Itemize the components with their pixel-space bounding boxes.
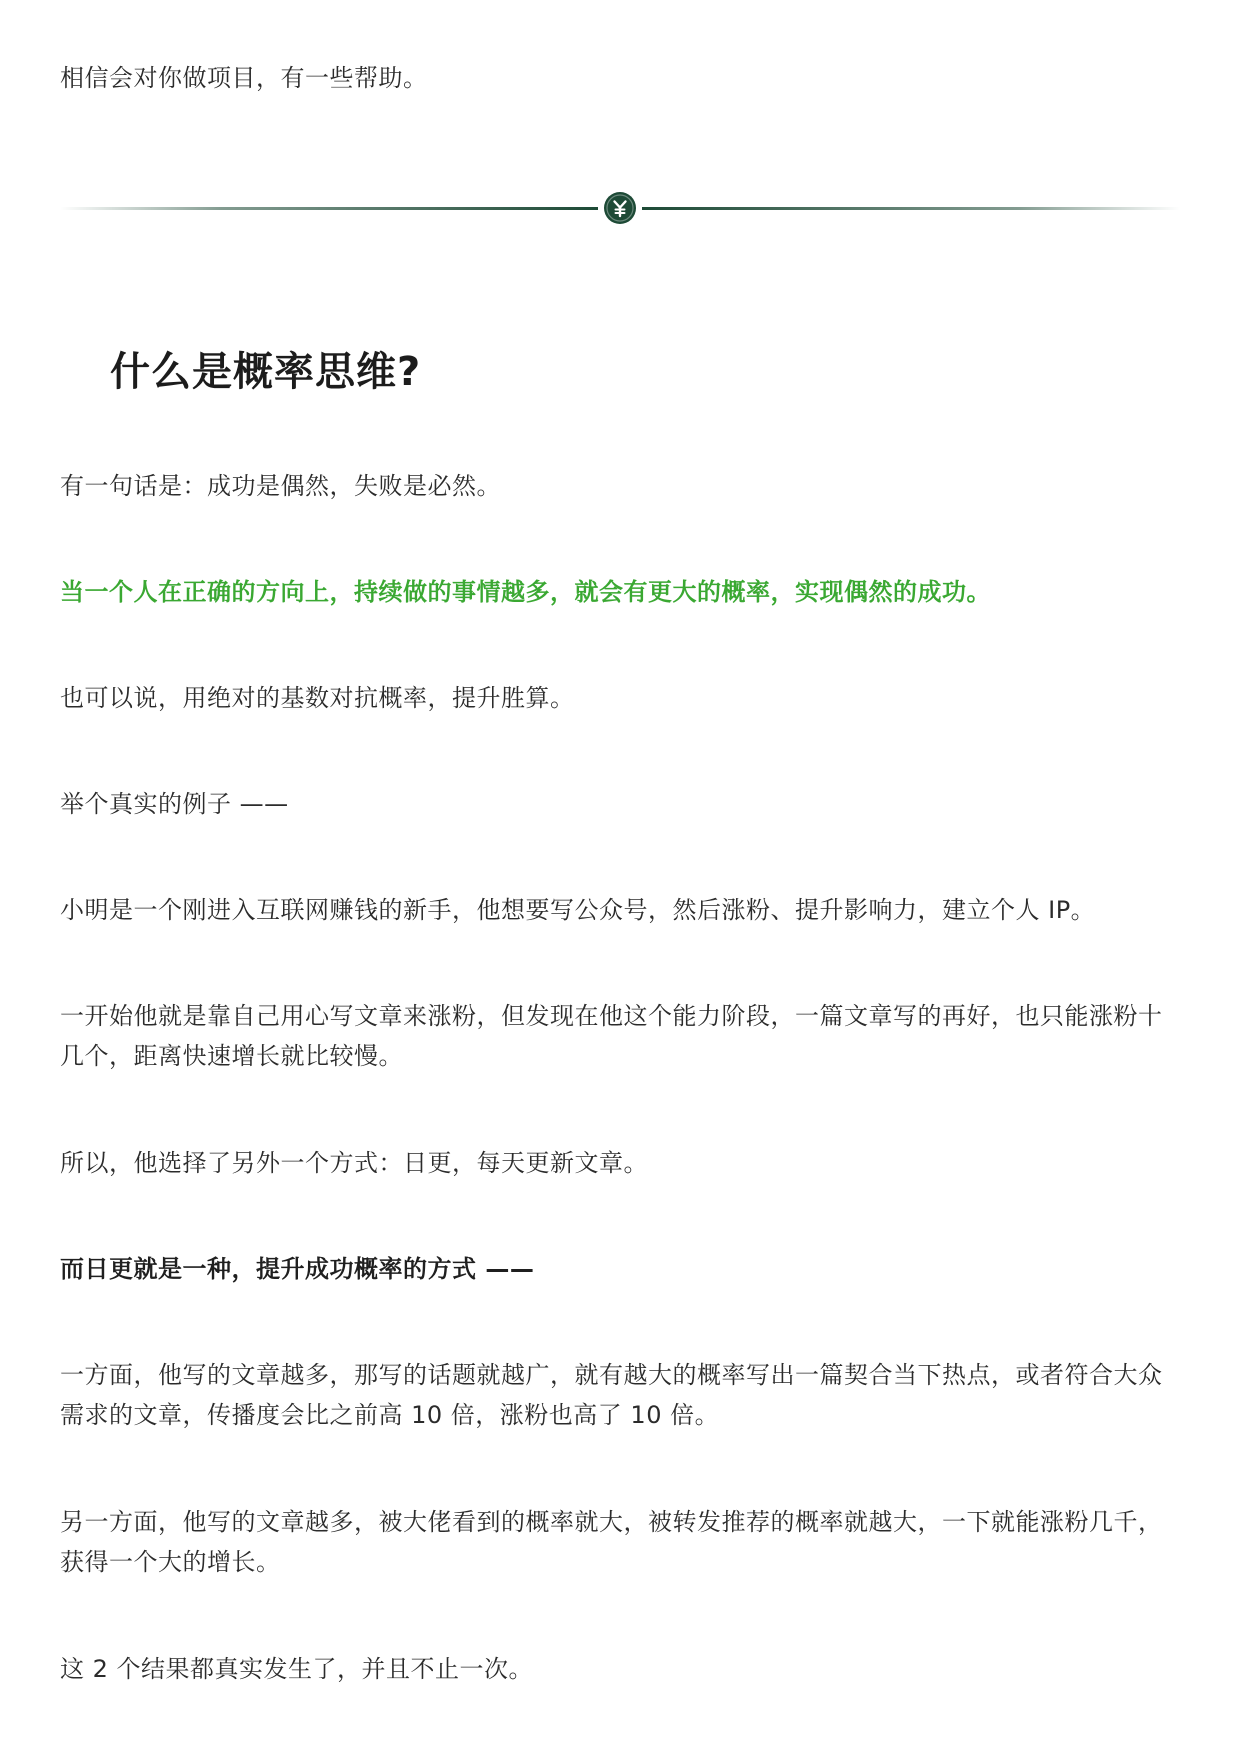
paragraph: 所以，他选择了另外一个方式：日更，每天更新文章。 [60, 1149, 648, 1177]
paragraph: 一开始他就是靠自己用心写文章来涨粉，但发现在他这个能力阶段，一篇文章写的再好，也只能涨粉十几个，距离快速增长就比较慢。 [60, 1002, 1163, 1070]
paragraph: 另一方面，他写的文章越多，被大佬看到的概率就大，被转发推荐的概率就越大，一下就能涨粉几千，获得一个大的增长。 [60, 1508, 1163, 1576]
intro-paragraph: 相信会对你做项目，有一些帮助。 [60, 64, 428, 92]
section-title: 什么是概率思维? [110, 349, 422, 395]
bold-paragraph: 而日更就是一种，提升成功概率的方式 —— [60, 1255, 535, 1283]
divider-line-right [642, 207, 1180, 210]
paragraph: 举个真实的例子 —— [60, 790, 289, 818]
yen-coin-icon [603, 191, 637, 225]
section-divider [60, 191, 1180, 225]
paragraph: 有一句话是：成功是偶然，失败是必然。 [60, 472, 501, 500]
divider-line-left [60, 207, 598, 210]
paragraph: 一方面，他写的文章越多，那写的话题就越广，就有越大的概率写出一篇契合当下热点，或者符合大众需求的文章，传播度会比之前高 10 倍，涨粉也高了 10 倍。 [60, 1361, 1163, 1429]
paragraph: 这 2 个结果都真实发生了，并且不止一次。 [60, 1655, 534, 1683]
paragraph: 也可以说，用绝对的基数对抗概率，提升胜算。 [60, 684, 575, 712]
paragraph: 小明是一个刚进入互联网赚钱的新手，他想要写公众号，然后涨粉、提升影响力，建立个人 IP。 [60, 896, 1096, 924]
highlight-paragraph: 当一个人在正确的方向上，持续做的事情越多，就会有更大的概率，实现偶然的成功。 [60, 578, 991, 606]
